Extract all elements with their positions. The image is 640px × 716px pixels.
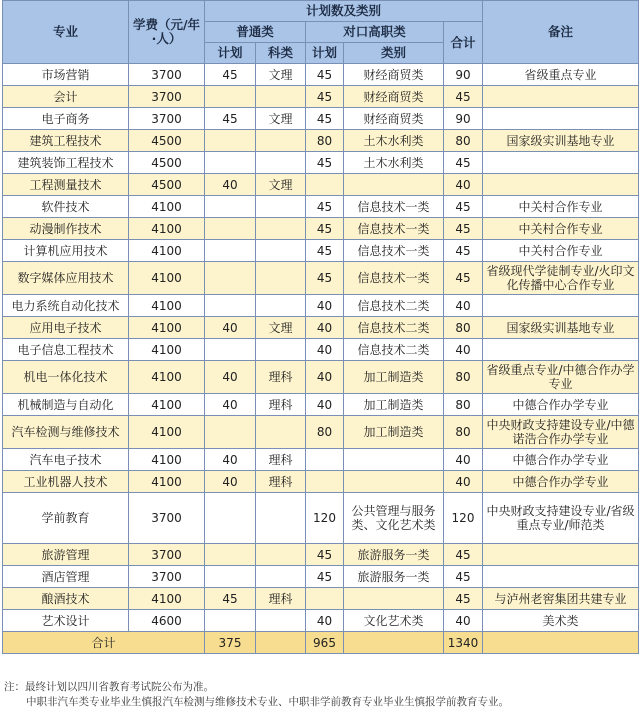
row-tuition-cell: 4100 [129,394,205,416]
row-general-plan-cell: 45 [205,64,256,86]
row-tuition-cell: 4100 [129,416,205,449]
row-general-subject-cell [256,493,306,544]
table-row [3,86,639,108]
row-total-cell: 80 [444,317,483,339]
row-remark-cell [483,295,639,317]
table-row [3,449,639,471]
row-general-subject-cell [256,262,306,295]
table-row [3,152,639,174]
row-tuition-cell: 3700 [129,544,205,566]
row-total-cell: 40 [444,471,483,493]
row-general-plan-cell [205,196,256,218]
row-major-cell: 艺术设计 [3,610,129,632]
row-remark-cell: 中关村合作专业 [483,196,639,218]
row-general-plan-cell [205,339,256,361]
row-vocational-plan-cell: 120 [306,493,344,544]
row-total-cell: 40 [444,174,483,196]
row-vocational-category-cell: 信息技术二类 [344,295,444,317]
row-tuition-cell: 4500 [129,130,205,152]
row-vocational-category-cell [344,174,444,196]
row-general-plan-cell [205,493,256,544]
footnote-2: 中职非汽车类专业毕业生慎报汽车检测与维修技术专业、中职非学前教育专业毕业生慎报学前教育专业。 [26,696,509,708]
row-total-cell: 45 [444,86,483,108]
row-vocational-category-cell: 土木水利类 [344,130,444,152]
row-tuition-cell: 4600 [129,610,205,632]
totals-row [3,632,639,654]
row-major-cell: 酒店管理 [3,566,129,588]
totals-label: 合计 [3,632,205,654]
header-tuition: 学费（元/年·人） [129,1,205,64]
row-general-subject-cell [256,610,306,632]
row-general-plan-cell: 45 [205,108,256,130]
row-vocational-category-cell [344,588,444,610]
row-tuition-cell: 4100 [129,295,205,317]
header-general: 普通类 [205,22,306,43]
table-row [3,317,639,339]
row-remark-cell [483,566,639,588]
totals-general-plan: 375 [205,632,256,654]
row-total-cell: 40 [444,295,483,317]
row-remark-cell [483,339,639,361]
totals-total: 1340 [444,632,483,654]
totals-blank [256,632,306,654]
header-voc-plan: 计划 [306,43,344,64]
table-row [3,218,639,240]
row-vocational-plan-cell: 40 [306,610,344,632]
table-row [3,416,639,449]
row-major-cell: 软件技术 [3,196,129,218]
row-general-subject-cell [256,295,306,317]
row-general-subject-cell [256,196,306,218]
row-general-subject-cell: 理科 [256,471,306,493]
table-row [3,471,639,493]
footnote-1: 注：最终计划以四川省教育考试院公布为准。 [4,681,214,693]
row-vocational-category-cell: 加工制造类 [344,394,444,416]
row-vocational-plan-cell: 45 [306,544,344,566]
row-remark-cell: 省级重点专业 [483,64,639,86]
row-general-subject-cell: 理科 [256,361,306,394]
row-major-cell: 数字媒体应用技术 [3,262,129,295]
row-major-cell: 机械制造与自动化 [3,394,129,416]
row-vocational-category-cell: 加工制造类 [344,361,444,394]
totals-vocational-plan: 965 [306,632,344,654]
row-total-cell: 80 [444,361,483,394]
row-vocational-category-cell: 财经商贸类 [344,86,444,108]
row-remark-cell [483,152,639,174]
row-general-plan-cell [205,262,256,295]
row-vocational-plan-cell: 40 [306,394,344,416]
row-remark-cell [483,174,639,196]
table-row [3,544,639,566]
row-general-plan-cell [205,566,256,588]
row-general-subject-cell: 理科 [256,449,306,471]
table-row [3,240,639,262]
header-major: 专业 [3,1,129,64]
row-general-plan-cell [205,240,256,262]
row-vocational-category-cell: 信息技术一类 [344,262,444,295]
table-row [3,361,639,394]
row-tuition-cell: 3700 [129,566,205,588]
row-general-subject-cell: 文理 [256,317,306,339]
row-major-cell: 计算机应用技术 [3,240,129,262]
row-general-plan-cell: 40 [205,394,256,416]
row-vocational-category-cell: 信息技术二类 [344,339,444,361]
row-major-cell: 学前教育 [3,493,129,544]
row-general-plan-cell: 40 [205,174,256,196]
row-general-subject-cell [256,416,306,449]
row-vocational-category-cell [344,449,444,471]
row-vocational-plan-cell: 40 [306,295,344,317]
table-row [3,566,639,588]
row-total-cell: 45 [444,240,483,262]
row-major-cell: 动漫制作技术 [3,218,129,240]
row-vocational-plan-cell: 45 [306,86,344,108]
row-general-subject-cell [256,86,306,108]
row-total-cell: 45 [444,152,483,174]
row-general-plan-cell: 40 [205,317,256,339]
row-tuition-cell: 4100 [129,196,205,218]
header-gen-plan: 计划 [205,43,256,64]
row-remark-cell: 中央财政支持建设专业/中德诺浩合作办学专业 [483,416,639,449]
row-general-plan-cell [205,544,256,566]
row-major-cell: 电子商务 [3,108,129,130]
row-remark-cell [483,544,639,566]
row-remark-cell: 中德合作办学专业 [483,394,639,416]
row-total-cell: 40 [444,449,483,471]
row-major-cell: 工业机器人技术 [3,471,129,493]
row-remark-cell: 省级现代学徒制专业/火印文化传播中心合作专业 [483,262,639,295]
row-vocational-category-cell: 财经商贸类 [344,64,444,86]
table-row [3,130,639,152]
row-general-plan-cell: 40 [205,449,256,471]
row-remark-cell [483,86,639,108]
row-vocational-plan-cell: 45 [306,64,344,86]
row-total-cell: 45 [444,588,483,610]
row-tuition-cell: 3700 [129,64,205,86]
row-general-subject-cell [256,218,306,240]
row-tuition-cell: 4100 [129,339,205,361]
row-remark-cell: 中德合作办学专业 [483,449,639,471]
row-major-cell: 应用电子技术 [3,317,129,339]
row-total-cell: 40 [444,610,483,632]
table-body [3,64,639,654]
row-general-plan-cell [205,416,256,449]
row-vocational-plan-cell: 80 [306,130,344,152]
row-general-subject-cell: 文理 [256,64,306,86]
row-general-plan-cell [205,152,256,174]
header-voc-category: 类别 [344,43,444,64]
row-tuition-cell: 4100 [129,449,205,471]
row-vocational-category-cell: 财经商贸类 [344,108,444,130]
row-general-plan-cell [205,218,256,240]
row-general-plan-cell [205,130,256,152]
row-major-cell: 汽车检测与维修技术 [3,416,129,449]
row-major-cell: 市场营销 [3,64,129,86]
row-vocational-plan-cell: 40 [306,317,344,339]
row-tuition-cell: 4500 [129,152,205,174]
row-total-cell: 45 [444,544,483,566]
row-general-subject-cell: 文理 [256,108,306,130]
table-row [3,610,639,632]
row-vocational-category-cell: 旅游服务一类 [344,544,444,566]
row-tuition-cell: 4100 [129,471,205,493]
row-general-subject-cell [256,240,306,262]
table-row [3,174,639,196]
row-remark-cell: 省级重点专业/中德合作办学专业 [483,361,639,394]
row-general-subject-cell [256,339,306,361]
row-general-subject-cell [256,544,306,566]
row-remark-cell: 国家级实训基地专业 [483,317,639,339]
row-remark-cell: 中关村合作专业 [483,218,639,240]
table-row [3,262,639,295]
row-vocational-plan-cell: 40 [306,339,344,361]
header-vocational: 对口高职类 [306,22,444,43]
row-major-cell: 电力系统自动化技术 [3,295,129,317]
row-vocational-plan-cell [306,471,344,493]
row-major-cell: 汽车电子技术 [3,449,129,471]
row-general-subject-cell: 理科 [256,394,306,416]
header-total: 合计 [444,22,483,64]
row-remark-cell: 中央财政支持建设专业/省级重点专业/师范类 [483,493,639,544]
row-major-cell: 工程测量技术 [3,174,129,196]
row-total-cell: 80 [444,130,483,152]
table-row [3,394,639,416]
row-general-subject-cell: 文理 [256,174,306,196]
header-remarks: 备注 [483,1,639,64]
table-row [3,295,639,317]
row-vocational-category-cell: 加工制造类 [344,416,444,449]
row-vocational-plan-cell: 45 [306,566,344,588]
row-vocational-plan-cell: 40 [306,361,344,394]
row-total-cell: 45 [444,196,483,218]
row-vocational-plan-cell: 45 [306,240,344,262]
totals-blank [344,632,444,654]
row-general-subject-cell [256,130,306,152]
row-total-cell: 90 [444,108,483,130]
row-major-cell: 电子信息工程技术 [3,339,129,361]
row-major-cell: 会计 [3,86,129,108]
row-general-plan-cell [205,610,256,632]
table-row [3,339,639,361]
row-vocational-category-cell: 旅游服务一类 [344,566,444,588]
row-vocational-category-cell: 信息技术一类 [344,196,444,218]
row-total-cell: 45 [444,262,483,295]
row-remark-cell: 与泸州老窖集团共建专业 [483,588,639,610]
row-vocational-plan-cell [306,174,344,196]
row-vocational-category-cell: 文化艺术类 [344,610,444,632]
table-row [3,108,639,130]
table-row [3,493,639,544]
row-total-cell: 90 [444,64,483,86]
row-general-plan-cell: 40 [205,361,256,394]
row-vocational-plan-cell: 80 [306,416,344,449]
row-vocational-plan-cell [306,449,344,471]
row-vocational-category-cell: 信息技术二类 [344,317,444,339]
row-major-cell: 建筑工程技术 [3,130,129,152]
row-general-subject-cell: 理科 [256,588,306,610]
row-total-cell: 120 [444,493,483,544]
row-tuition-cell: 4100 [129,218,205,240]
row-tuition-cell: 4100 [129,361,205,394]
row-total-cell: 45 [444,566,483,588]
row-vocational-plan-cell: 45 [306,108,344,130]
row-total-cell: 80 [444,416,483,449]
row-total-cell: 40 [444,339,483,361]
row-major-cell: 机电一体化技术 [3,361,129,394]
row-tuition-cell: 4100 [129,317,205,339]
row-vocational-plan-cell: 45 [306,196,344,218]
row-remark-cell [483,108,639,130]
row-remark-cell: 中关村合作专业 [483,240,639,262]
table-row [3,196,639,218]
row-general-plan-cell: 40 [205,471,256,493]
row-major-cell: 旅游管理 [3,544,129,566]
row-vocational-plan-cell: 45 [306,262,344,295]
row-vocational-category-cell: 土木水利类 [344,152,444,174]
row-vocational-category-cell [344,471,444,493]
row-remark-cell: 美术类 [483,610,639,632]
header-plan-group: 计划数及类别 [205,1,483,22]
totals-blank [483,632,639,654]
row-remark-cell: 中德合作办学专业 [483,471,639,493]
row-total-cell: 80 [444,394,483,416]
row-tuition-cell: 3700 [129,108,205,130]
row-total-cell: 45 [444,218,483,240]
row-vocational-plan-cell: 45 [306,152,344,174]
row-vocational-category-cell: 公共管理与服务类、文化艺术类 [344,493,444,544]
row-general-plan-cell: 45 [205,588,256,610]
row-vocational-plan-cell: 45 [306,218,344,240]
row-tuition-cell: 3700 [129,493,205,544]
row-vocational-plan-cell [306,588,344,610]
enrollment-plan-table [2,0,639,654]
row-general-subject-cell [256,566,306,588]
row-vocational-category-cell: 信息技术一类 [344,218,444,240]
row-major-cell: 建筑装饰工程技术 [3,152,129,174]
row-major-cell: 酿酒技术 [3,588,129,610]
row-tuition-cell: 4100 [129,588,205,610]
row-general-plan-cell [205,86,256,108]
row-tuition-cell: 4100 [129,262,205,295]
table-row [3,64,639,86]
header-gen-subject: 科类 [256,43,306,64]
row-tuition-cell: 4100 [129,240,205,262]
row-vocational-category-cell: 信息技术一类 [344,240,444,262]
row-tuition-cell: 4500 [129,174,205,196]
row-tuition-cell: 3700 [129,86,205,108]
row-general-subject-cell [256,152,306,174]
table-header [3,1,639,64]
footnotes [4,680,636,710]
row-remark-cell: 国家级实训基地专业 [483,130,639,152]
table-row [3,588,639,610]
row-general-plan-cell [205,295,256,317]
